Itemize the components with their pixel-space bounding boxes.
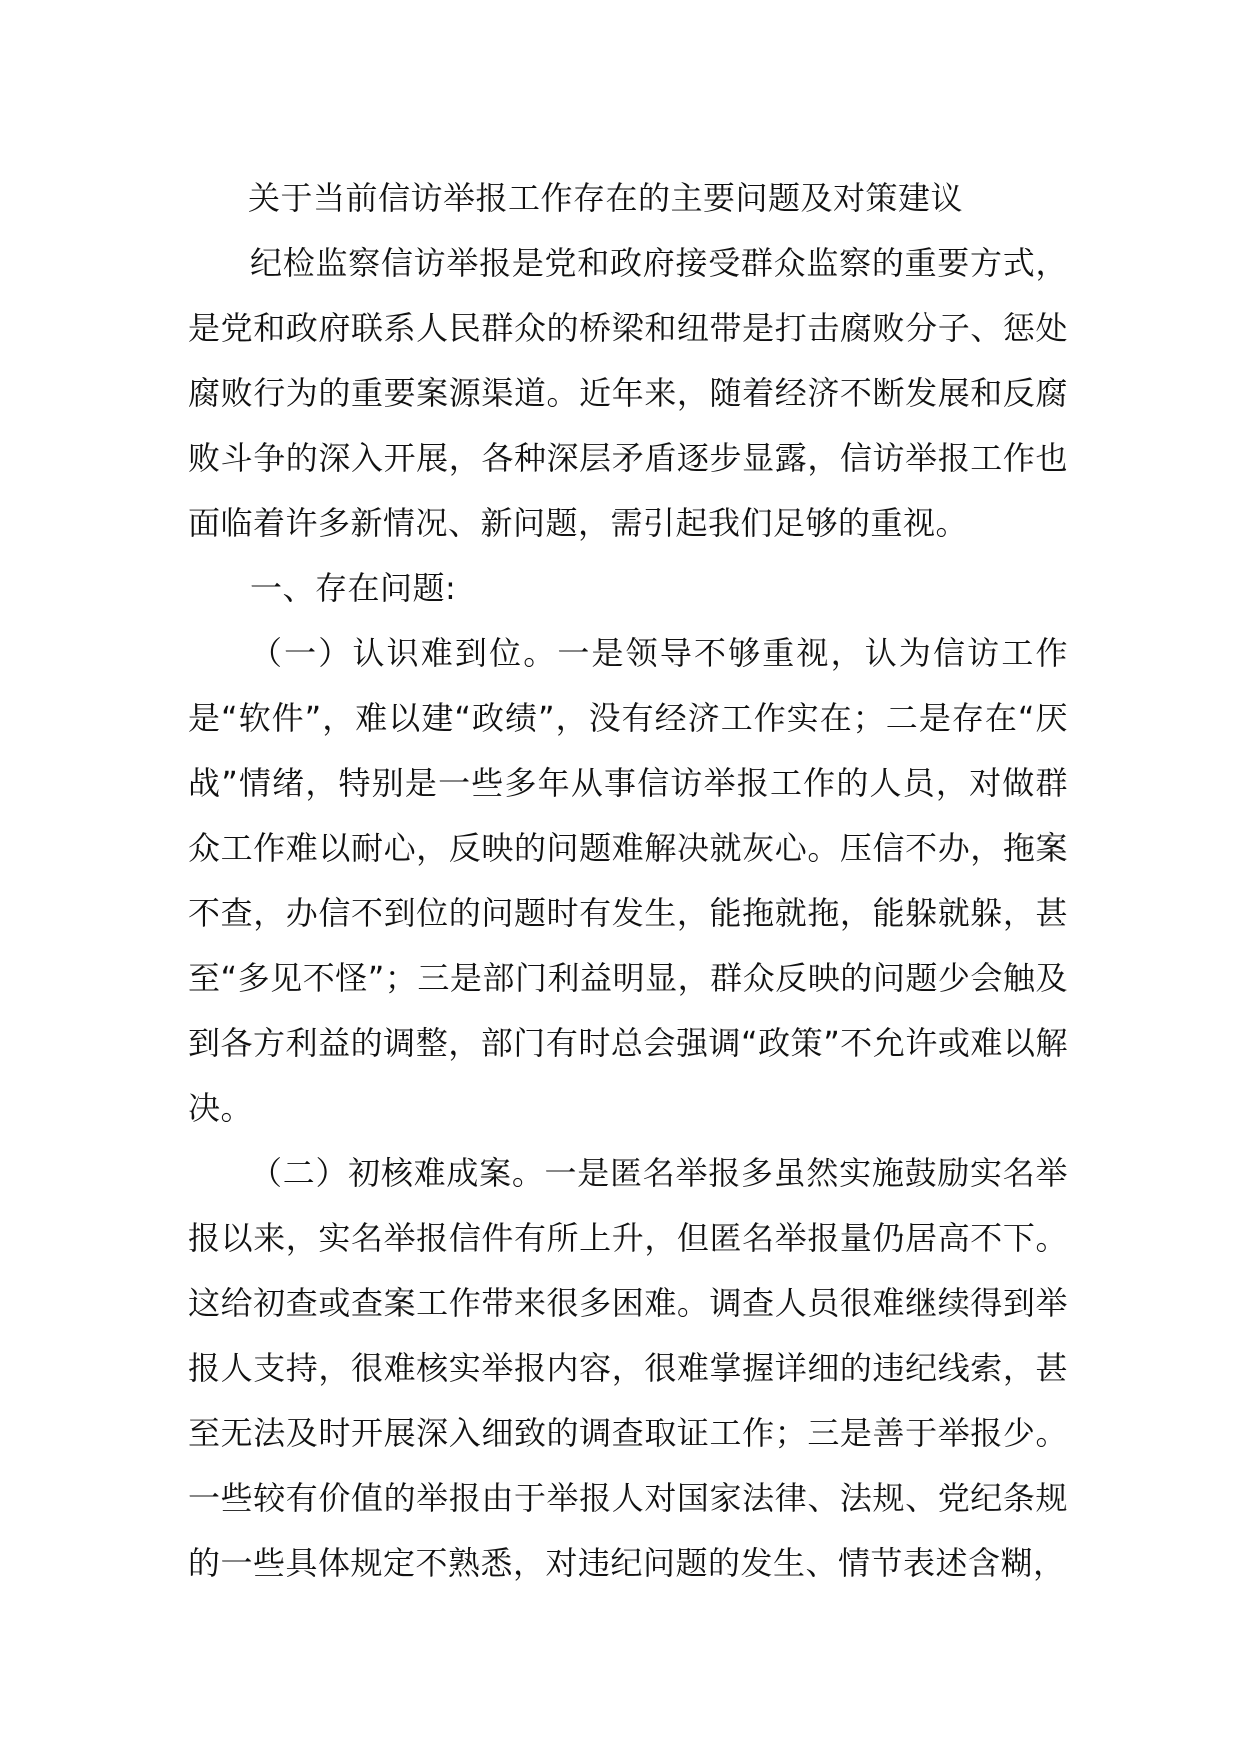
document-title: 关于当前信访举报工作存在的主要问题及对策建议 <box>248 179 964 217</box>
issue-paragraph-2: （二）初核难成案。一是匿名举报多虽然实施鼓励实名举报以来，实名举报信件有所上升，但匿名举报量仍居高不下。这给初查或查案工作带来很多困难。调查人员很难继续得到举报人支持，很难核实举报内容，很难掌握详细的违纪线索，甚至无法及时开展深入细致的调查取证工作；三是善于举报少。一些较有价值的举报由于举报人对国家法律、法规、党纪条规的一些具体规定不熟悉，对违纪问题的发生、情节表述含糊， <box>188 1154 1068 1582</box>
intro-paragraph: 纪检监察信访举报是党和政府接受群众监察的重要方式，是党和政府联系人民群众的桥梁和纽带是打击腐败分子、惩处腐败行为的重要案源渠道。近年来，随着经济不断发展和反腐败斗争的深入开展，各种深层矛盾逐步显露，信访举报工作也面临着许多新情况、新问题，需引起我们足够的重视。 <box>188 244 1068 542</box>
document-body <box>188 166 1068 1596</box>
section-heading-issues: 一、存在问题: <box>250 569 457 607</box>
issue-paragraph-1: （一）认识难到位。一是领导不够重视，认为信访工作是“软件”，难以建“政绩”，没有经济工作实在；二是存在“厌战”情绪，特别是一些多年从事信访举报工作的人员，对做群众工作难以耐心，反映的问题难解决就灰心。压信不办，拖案不查，办信不到位的问题时有发生，能拖就拖，能躲就躲，甚至“多见不怪”；三是部门利益明显，群众反映的问题少会触及到各方利益的调整，部门有时总会强调“政策”不允许或难以解决。 <box>188 634 1068 1127</box>
